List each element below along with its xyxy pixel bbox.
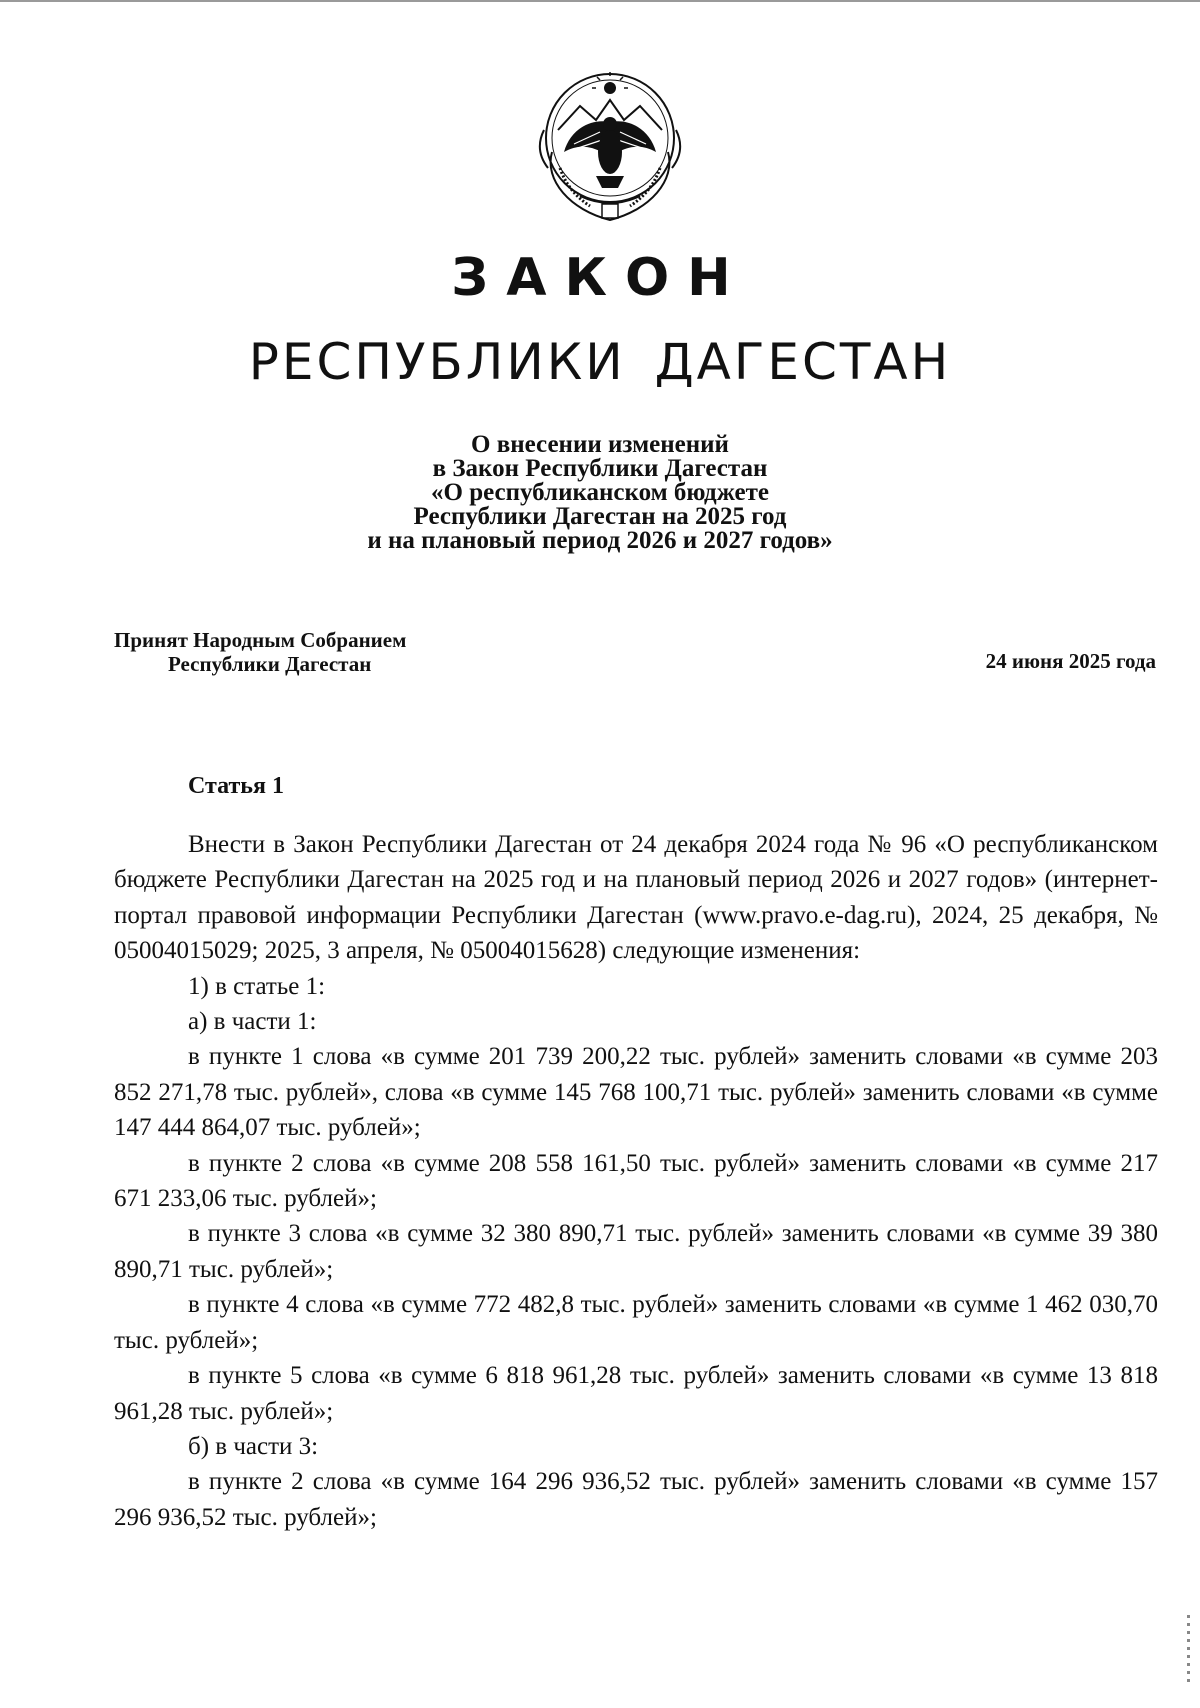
law-title-line: Республики Дагестан на 2025 год [413, 503, 787, 530]
article-paragraph: в пункте 2 слова «в сумме 208 558 161,50 тыс. рублей» заменить словами «в сумме 217 671 233,06 тыс. рублей»; [114, 1149, 1158, 1213]
law-title-line: «О республиканском бюджете [431, 479, 769, 506]
article-paragraph: Внести в Закон Республики Дагестан от 24 декабря 2024 года № 96 «О республиканском бюджете Республики Дагестан на 2025 год и на плановый период 2026 и 2027 годов» (интернет-портал правовой информации Республики Дагестан (www.pravo.e-dag.ru), 2024, 25 декабря, № 05004015029; 2025, 3 апреля, № 05004015628) следующие изменения: [114, 831, 1158, 965]
article-paragraph: б) в части 3: [188, 1432, 319, 1460]
article-paragraph: в пункте 5 слова «в сумме 6 818 961,28 тыс. рублей» заменить словами «в сумме 13 818 961,28 тыс. рублей»; [114, 1362, 1158, 1425]
scan-top-edge [0, 0, 1200, 2]
law-title-line: и на плановый период 2026 и 2027 годов» [367, 527, 833, 554]
article-paragraph: 1) в статье 1: [188, 972, 326, 1000]
adoption-date: 24 июня 2025 года [985, 649, 1156, 673]
scan-edge-marks [1187, 1615, 1190, 1685]
issuing-authority-heading: РЕСПУБЛИКИ ДАГЕСТАН [248, 333, 952, 391]
article-paragraph: в пункте 1 слова «в сумме 201 739 200,22 тыс. рублей» заменить словами «в сумме 203 852 271,78 тыс. рублей», слова «в сумме 145 768 100,71 тыс. рублей» заменить словами «в сумме 147 444 864,07 тыс. рублей»; [114, 1043, 1158, 1142]
adoption-by-line2: Республики Дагестан [168, 652, 372, 676]
article-body [114, 827, 1158, 1535]
law-title-line: О внесении изменений [471, 431, 729, 458]
article-paragraph: а) в части 1: [188, 1008, 317, 1036]
article-paragraph: в пункте 4 слова «в сумме 772 482,8 тыс. рублей» заменить словами «в сумме 1 462 030,70 тыс. рублей»; [114, 1291, 1158, 1354]
article-paragraph: в пункте 3 слова «в сумме 32 380 890,71 тыс. рублей» заменить словами «в сумме 39 380 890,71 тыс. рублей»; [114, 1220, 1158, 1283]
dagestan-coat-of-arms-icon [530, 60, 690, 230]
adoption-by-line1: Принят Народным Собранием [114, 628, 407, 652]
article-paragraph: в пункте 2 слова «в сумме 164 296 936,52 тыс. рублей» заменить словами «в сумме 157 296 936,52 тыс. рублей»; [114, 1468, 1158, 1531]
article-heading: Статья 1 [188, 773, 284, 799]
document-type-heading: ЗАКОН [451, 248, 749, 308]
law-title-line: в Закон Республики Дагестан [432, 455, 768, 482]
adoption-statement [114, 628, 406, 676]
law-title [0, 433, 1200, 553]
